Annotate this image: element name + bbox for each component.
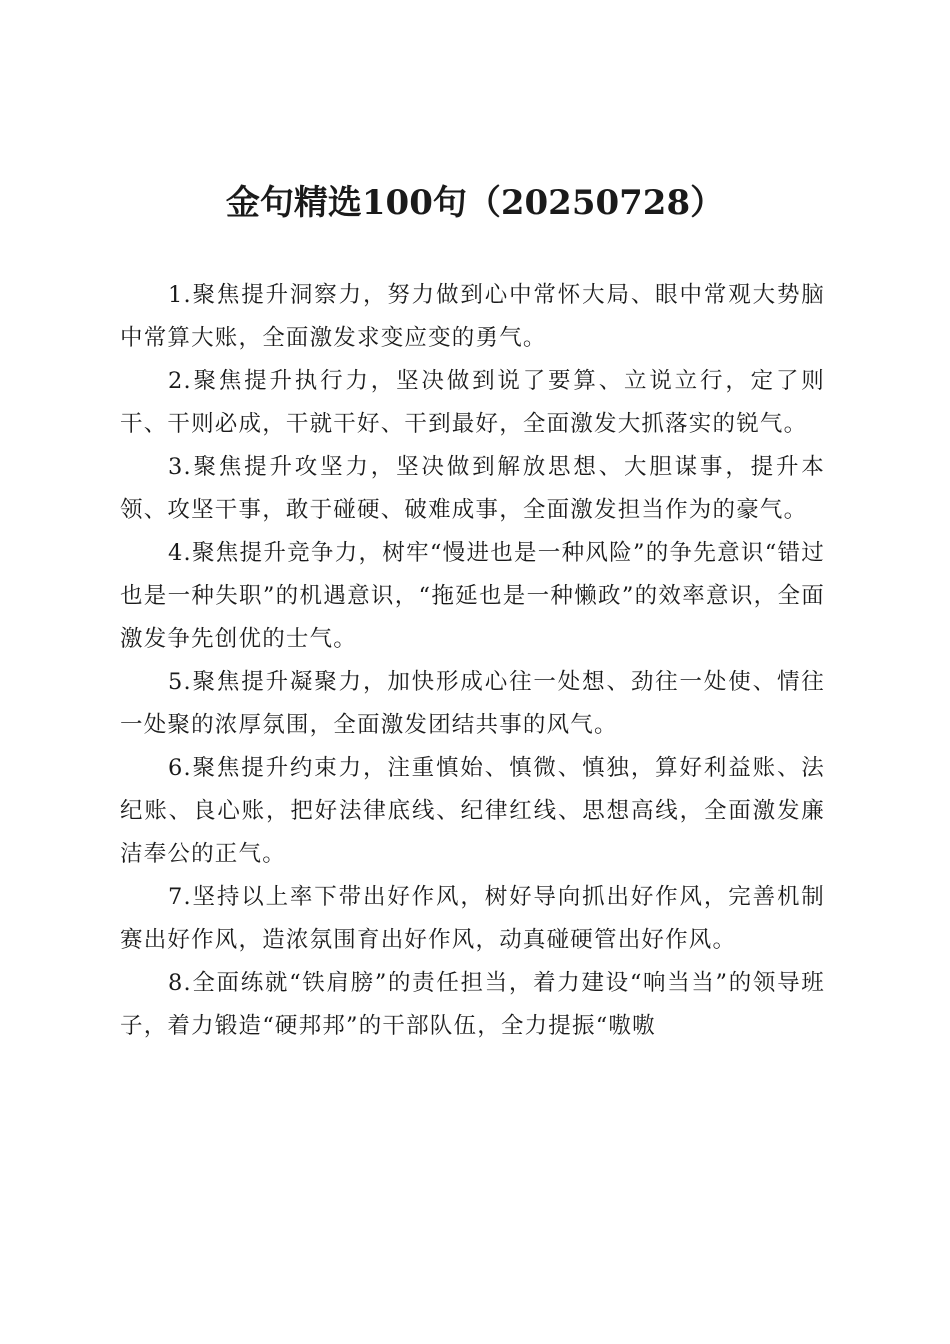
- document-title: 金句精选100句（20250728）: [225, 183, 725, 223]
- paragraph-5: 5.聚焦提升凝聚力，加快形成心往一处想、劲往一处使、情往一处聚的浓厚氛围，全面激发团结共事的风气。: [120, 669, 825, 738]
- paragraph-4: 4.聚焦提升竞争力，树牢“慢进也是一种风险”的争先意识“错过也是一种失职”的机遇意识，“拖延也是一种懒政”的效率意识，全面激发争先创优的士气。: [120, 540, 825, 652]
- paragraph-8: 8.全面练就“铁肩膀”的责任担当，着力建设“响当当”的领导班子，着力锻造“硬邦邦”的干部队伍，全力提振“嗷嗷: [120, 970, 825, 1039]
- paragraph-6: 6.聚焦提升约束力，注重慎始、慎微、慎独，算好利益账、法纪账、良心账，把好法律底线、纪律红线、思想高线，全面激发廉洁奉公的正气。: [120, 755, 825, 867]
- document-body: [120, 274, 825, 1048]
- paragraph-2: 2.聚焦提升执行力，坚决做到说了要算、立说立行，定了则干、干则必成，干就干好、干到最好，全面激发大抓落实的锐气。: [120, 368, 825, 437]
- paragraph-3: 3.聚焦提升攻坚力，坚决做到解放思想、大胆谋事，提升本领、攻坚干事，敢于碰硬、破难成事，全面激发担当作为的豪气。: [120, 454, 825, 523]
- paragraph-7: 7.坚持以上率下带出好作风，树好导向抓出好作风，完善机制赛出好作风，造浓氛围育出好作风，动真碰硬管出好作风。: [120, 884, 825, 953]
- paragraph-1: 1.聚焦提升洞察力，努力做到心中常怀大局、眼中常观大势脑中常算大账，全面激发求变应变的勇气。: [120, 282, 825, 351]
